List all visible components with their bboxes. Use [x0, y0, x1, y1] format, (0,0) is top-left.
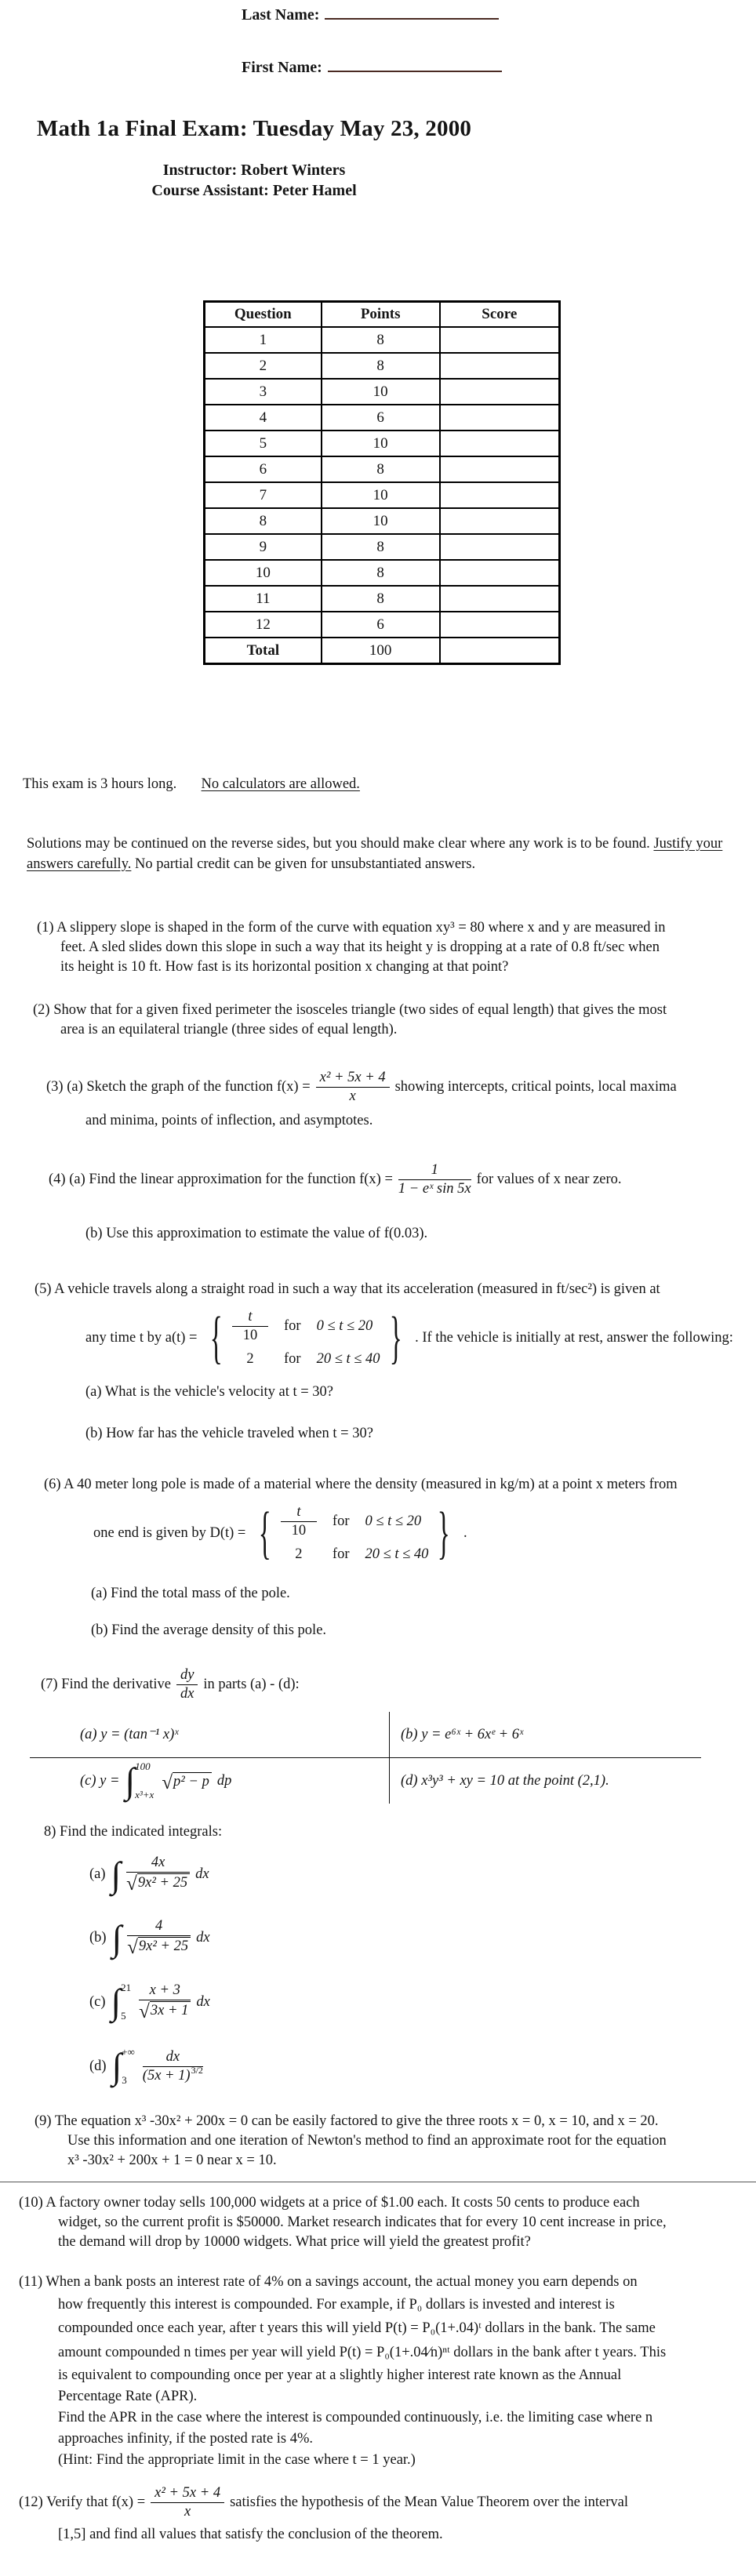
integral-sign: ∫	[125, 1760, 136, 1800]
integral-sign: ∫	[111, 1917, 122, 1958]
fraction	[176, 1667, 198, 1702]
question-text: (11) When a bank posts an interest rate of 4% on a savings account, the actual money you earn depends on	[19, 2274, 638, 2290]
part-a-cell	[30, 1712, 389, 1757]
question-text: (10) A factory owner today sells 100,000 widgets at a price of $1.00 each. It costs 50 cents to produce each	[19, 2195, 640, 2211]
score-cell	[440, 379, 560, 405]
integral	[111, 1982, 134, 2022]
piecewise-row	[281, 1504, 429, 1539]
question-text: (2) Show that for a given fixed perimeter the isosceles triangle (two sides of equal length) that gives the most	[33, 1002, 667, 1018]
square-root	[126, 1873, 190, 1895]
question-text: (Hint: Find the appropriate limit in the case where t = 1 year.)	[58, 2452, 416, 2468]
piecewise-row	[281, 1546, 429, 1563]
question-cell: 1	[205, 327, 322, 353]
question-5-piecewise-line	[35, 1304, 748, 1372]
question-text: (a) What is the vehicle's velocity at t = 30?	[85, 1384, 333, 1400]
question-6	[44, 1475, 748, 1640]
question-text: (a) y = (tan⁻¹ x)ˣ	[80, 1727, 179, 1742]
fraction-denominator: x	[349, 1088, 356, 1104]
question-text: x³ -30x² + 200x + 1 = 0 near x = 10.	[67, 2153, 277, 2168]
left-brace: {	[210, 1306, 224, 1370]
table-row	[205, 612, 560, 638]
total-row	[205, 638, 560, 664]
integral-limits	[135, 1760, 154, 1801]
table-row	[205, 353, 560, 379]
no-calculators-text: No calculators are allowed.	[201, 776, 360, 792]
radical-sign: √	[162, 1771, 173, 1793]
question-cell: 5	[205, 431, 322, 456]
fraction-numerator: x + 3	[139, 1982, 191, 2000]
for-keyword: for	[332, 1546, 350, 1562]
for-keyword: for	[284, 1350, 301, 1367]
question-cell: 8	[205, 508, 322, 534]
table-row	[205, 586, 560, 612]
question-text: showing intercepts, critical points, local maxima	[394, 1079, 677, 1095]
fraction-numerator: 4x	[126, 1855, 190, 1873]
part-label: (a)	[89, 1866, 106, 1882]
fraction-denominator	[126, 1873, 190, 1895]
right-brace: }	[389, 1306, 402, 1370]
points-cell: 10	[322, 431, 440, 456]
fraction-numerator: 4	[127, 1918, 191, 1936]
question-text: (b) How far has the vehicle traveled when t = 30?	[85, 1426, 373, 1441]
question-text: feet. A sled slides down this slope in such a way that its height y is dropping at a rate of 0.8 ft/sec when	[60, 939, 660, 955]
total-points-cell: 100	[322, 638, 440, 664]
question-text: amount compounded n times per year will yield P(t) = P₀(1+.04⁄n)ⁿᵗ dollars in the bank after t years. This	[58, 2345, 667, 2360]
question-cell: 3	[205, 379, 322, 405]
question-text: its height is 10 ft. How fast is its horizontal position x changing at that point?	[60, 959, 509, 975]
question-text: (12) Verify that f(x) =	[19, 2494, 146, 2510]
radical-sign: √	[139, 2000, 150, 2022]
differential: dx	[195, 1866, 209, 1882]
column-header-question: Question	[205, 302, 322, 328]
question-4	[49, 1162, 748, 1244]
score-cell	[440, 612, 560, 638]
question-1	[37, 918, 748, 977]
question-cell: 7	[205, 482, 322, 508]
table-row	[205, 560, 560, 586]
question-text: Percentage Rate (APR).	[58, 2389, 198, 2404]
integral-sign: ∫	[111, 2046, 122, 2086]
exponent: 3/2	[191, 2065, 203, 2076]
lower-limit: 3	[122, 2074, 127, 2086]
question-text: for values of x near zero.	[476, 1172, 622, 1187]
part-b-cell	[389, 1712, 701, 1757]
points-cell: 8	[322, 534, 440, 560]
question-text: (4) (a) Find the linear approximation for the function f(x) =	[49, 1172, 393, 1187]
fraction-numerator: x² + 5x + 4	[316, 1070, 390, 1088]
grid-row	[30, 1712, 701, 1757]
points-cell: 8	[322, 456, 440, 482]
duration-text: This exam is 3 hours long.	[23, 776, 177, 792]
points-cell: 8	[322, 353, 440, 379]
question-text: and minima, points of inflection, and asymptotes.	[85, 1113, 373, 1128]
question-text: (c) y =	[80, 1772, 120, 1789]
question-cell: 4	[205, 405, 322, 431]
question-8a	[89, 1855, 748, 1895]
piecewise-rows	[281, 1504, 429, 1563]
radicand: p² − p	[173, 1772, 212, 1790]
question-text: any time t by a(t) =	[85, 1329, 198, 1346]
fraction	[232, 1309, 268, 1344]
differential: dp	[216, 1772, 232, 1789]
radical-sign: √	[127, 1937, 138, 1958]
question-text: (b) Use this approximation to estimate the value of f(0.03).	[85, 1226, 428, 1241]
score-cell	[440, 431, 560, 456]
points-cell: 10	[322, 508, 440, 534]
grid-row	[30, 1757, 701, 1804]
score-cell	[440, 586, 560, 612]
fraction	[126, 1855, 190, 1895]
radicand: 9x² + 25	[137, 1873, 190, 1891]
question-text: (9) The equation x³ -30x² + 200x = 0 can be easily factored to give the three roots x = 0, x = 10, and x = 20.	[35, 2113, 659, 2129]
question-text: Find the APR in the case where the interest is compounded continuously, i.e. the limiting case where n	[58, 2410, 653, 2425]
question-7-parts-grid	[30, 1712, 701, 1804]
right-brace: }	[438, 1501, 451, 1565]
left-brace: {	[259, 1501, 272, 1565]
credit-text: No partial credit can be given for unsubstantiated answers.	[131, 856, 476, 872]
table-row	[205, 456, 560, 482]
total-label-cell: Total	[205, 638, 322, 664]
question-7-intro	[41, 1667, 748, 1702]
part-d-cell	[389, 1758, 701, 1804]
for-keyword: for	[284, 1317, 301, 1334]
points-cell: 8	[322, 327, 440, 353]
piecewise-value: 2	[246, 1350, 254, 1367]
piecewise-condition: 0 ≤ t ≤ 20	[365, 1513, 422, 1529]
piecewise-function	[251, 1499, 458, 1567]
first-name-label: First Name:	[242, 59, 322, 76]
question-text: one end is given by D(t) =	[93, 1524, 246, 1541]
question-3-formula-line	[46, 1070, 748, 1105]
score-cell	[440, 560, 560, 586]
piecewise-condition: 20 ≤ t ≤ 40	[316, 1350, 380, 1367]
integral	[125, 1760, 156, 1801]
piecewise-rows	[232, 1309, 380, 1368]
question-text: (a) Find the total mass of the pole.	[91, 1586, 290, 1601]
integral-sign: ∫	[111, 1982, 122, 2022]
piecewise-value: 2	[295, 1546, 303, 1562]
score-table-header-row	[205, 302, 560, 328]
part-label: (b)	[89, 1930, 107, 1946]
points-cell: 8	[322, 560, 440, 586]
instructor-line: Instructor: Robert Winters	[162, 162, 346, 179]
fraction-numerator: dy	[176, 1667, 198, 1685]
question-text: compounded once each year, after t years this will yield P(t) = P₀(1+.04)ᵗ dollars in the bank. The same	[58, 2320, 656, 2336]
points-cell: 10	[322, 482, 440, 508]
solutions-text: Solutions may be continued on the reverse sides, but you should make clear where any work is to be found.	[27, 836, 654, 852]
exam-title: Math 1a Final Exam: Tuesday May 23, 2000	[36, 116, 472, 141]
piecewise-function	[202, 1304, 409, 1372]
points-cell: 8	[322, 586, 440, 612]
upper-limit: 21	[121, 1982, 132, 1993]
score-table	[203, 300, 561, 665]
question-text: in parts (a) - (d):	[203, 1677, 300, 1692]
square-root	[139, 2000, 191, 2022]
upper-limit: 100	[135, 1760, 151, 1772]
question-text: [1,5] and find all values that satisfy the conclusion of the theorem.	[58, 2527, 443, 2542]
question-4-formula-line	[49, 1162, 748, 1197]
question-3	[46, 1070, 748, 1131]
score-cell	[440, 456, 560, 482]
fraction-numerator: t	[232, 1309, 268, 1327]
integral-limits	[122, 2046, 135, 2087]
points-cell: 6	[322, 612, 440, 638]
fraction-denominator: 10	[242, 1327, 258, 1343]
score-cell	[440, 405, 560, 431]
integral	[112, 2046, 137, 2087]
upper-limit: +∞	[122, 2046, 135, 2058]
question-text: (5) A vehicle travels along a straight road in such a way that its acceleration (measured in ft/sec²) is given at	[35, 1281, 660, 1297]
question-text: approaches infinity, if the posted rate is 4%.	[58, 2431, 314, 2447]
integral-limits	[121, 1982, 131, 2022]
question-cell: 12	[205, 612, 322, 638]
question-text: (d) x³y³ + xy = 10 at the point (2,1).	[401, 1772, 609, 1789]
piecewise-condition: 20 ≤ t ≤ 40	[365, 1546, 429, 1562]
fraction	[139, 1982, 191, 2022]
fraction-denominator: x	[184, 2504, 191, 2520]
question-text: widget, so the current profit is $50000. Market research indicates that for every 10 cent increase in price,	[58, 2214, 667, 2230]
course-assistant-line: Course Assistant: Peter Hamel	[151, 182, 357, 199]
question-text: the demand will drop by 10000 widgets. What price will yield the greatest profit?	[58, 2234, 531, 2250]
column-header-points: Points	[322, 302, 440, 328]
question-cell: 9	[205, 534, 322, 560]
fraction-numerator: dx	[143, 2049, 203, 2067]
fraction-denominator: dx	[180, 1686, 194, 1702]
fraction-denominator	[143, 2067, 203, 2084]
fraction	[127, 1918, 191, 1958]
question-text: how frequently this interest is compounded. For example, if P₀ dollars is invested and interest is	[58, 2297, 615, 2313]
radicand: 9x² + 25	[138, 1937, 191, 1955]
question-cell: 10	[205, 560, 322, 586]
fraction	[398, 1162, 471, 1197]
score-cell	[440, 482, 560, 508]
fraction-denominator	[127, 1936, 191, 1958]
denominator-base: (5x + 1)	[142, 2067, 191, 2084]
question-text: (7) Find the derivative	[41, 1677, 171, 1692]
question-text: (6) A 40 meter long pole is made of a material where the density (measured in kg/m) at a point x meters from	[44, 1477, 678, 1492]
table-row	[205, 508, 560, 534]
differential: dx	[196, 1993, 210, 2010]
score-cell	[440, 353, 560, 379]
question-text: (3) (a) Sketch the graph of the function f(x) =	[46, 1079, 311, 1095]
fraction-denominator	[139, 2000, 191, 2022]
table-row	[205, 405, 560, 431]
score-cell	[440, 508, 560, 534]
points-cell: 6	[322, 405, 440, 431]
justify-text: Justify your answers carefully.	[27, 836, 723, 872]
question-text: is equivalent to compounding once per year at a slightly higher interest rate known as the Annual	[58, 2367, 622, 2383]
question-cell: 2	[205, 353, 322, 379]
question-11	[19, 2271, 748, 2471]
score-cell	[440, 327, 560, 353]
table-row	[205, 431, 560, 456]
question-8d	[89, 2046, 748, 2087]
piecewise-condition: 0 ≤ t ≤ 20	[316, 1317, 373, 1334]
last-name-label: Last Name:	[242, 6, 320, 24]
question-12-formula-line	[19, 2485, 748, 2520]
column-header-score: Score	[440, 302, 560, 328]
first-name-row	[242, 59, 748, 77]
last-name-blank-line	[325, 6, 499, 20]
question-text: (1) A slippery slope is shaped in the form of the curve with equation xy³ = 80 where x and y are measured in	[37, 920, 666, 936]
solutions-instructions	[27, 834, 756, 874]
fraction-numerator: 1	[398, 1162, 471, 1180]
last-name-row	[242, 6, 748, 24]
fraction	[316, 1070, 390, 1105]
question-text: area is an equilateral triangle (three sides of equal length).	[60, 1022, 398, 1037]
question-7	[41, 1667, 748, 1702]
question-8b	[89, 1918, 748, 1958]
fraction-denominator: 1 − eˣ sin 5x	[398, 1181, 471, 1197]
fraction-denominator: 10	[291, 1522, 307, 1539]
question-cell: 6	[205, 456, 322, 482]
first-name-blank-line	[328, 59, 502, 72]
question-cell: 11	[205, 586, 322, 612]
question-text: satisfies the hypothesis of the Mean Value Theorem over the interval	[230, 2494, 629, 2510]
table-row	[205, 327, 560, 353]
score-cell	[440, 638, 560, 664]
score-cell	[440, 534, 560, 560]
fraction-numerator: t	[281, 1504, 317, 1522]
table-row	[205, 534, 560, 560]
piecewise-row	[232, 1309, 380, 1344]
radicand: 3x + 1	[150, 2001, 191, 2019]
question-text: Use this information and one iteration of Newton's method to find an approximate root for the equation	[67, 2133, 667, 2149]
lower-limit: x³+x	[135, 1789, 154, 1800]
fraction-numerator: x² + 5x + 4	[151, 2485, 224, 2503]
piecewise-row	[232, 1351, 380, 1368]
exam-duration-line	[23, 775, 748, 794]
question-5	[35, 1280, 748, 1444]
square-root	[162, 1771, 212, 1793]
table-row	[205, 379, 560, 405]
question-8c	[89, 1982, 748, 2022]
fraction	[281, 1504, 317, 1539]
question-12	[19, 2485, 748, 2545]
differential: dx	[196, 1930, 210, 1946]
part-c-cell	[30, 1758, 389, 1804]
for-keyword: for	[332, 1513, 350, 1529]
points-cell: 10	[322, 379, 440, 405]
fraction	[151, 2485, 224, 2520]
question-2	[33, 1001, 748, 1040]
question-10	[19, 2193, 748, 2252]
part-label: (c)	[89, 1993, 106, 2010]
question-text: .	[463, 1524, 467, 1541]
table-row	[205, 482, 560, 508]
question-text: (b) y = e⁶ˣ + 6xᵉ + 6ˣ	[401, 1726, 524, 1742]
question-8-intro: 8) Find the indicated integrals:	[44, 1824, 223, 1840]
part-label: (d)	[89, 2058, 107, 2074]
radical-sign: √	[126, 1873, 137, 1895]
question-6-piecewise-line	[44, 1499, 748, 1567]
square-root	[127, 1937, 191, 1958]
fraction	[143, 2049, 203, 2084]
question-text: (b) Find the average density of this pole.	[91, 1622, 327, 1638]
question-text: . If the vehicle is initially at rest, answer the following:	[415, 1329, 733, 1346]
lower-limit: 5	[121, 2010, 126, 2022]
integral-sign: ∫	[111, 1854, 122, 1895]
question-9	[35, 2112, 748, 2171]
